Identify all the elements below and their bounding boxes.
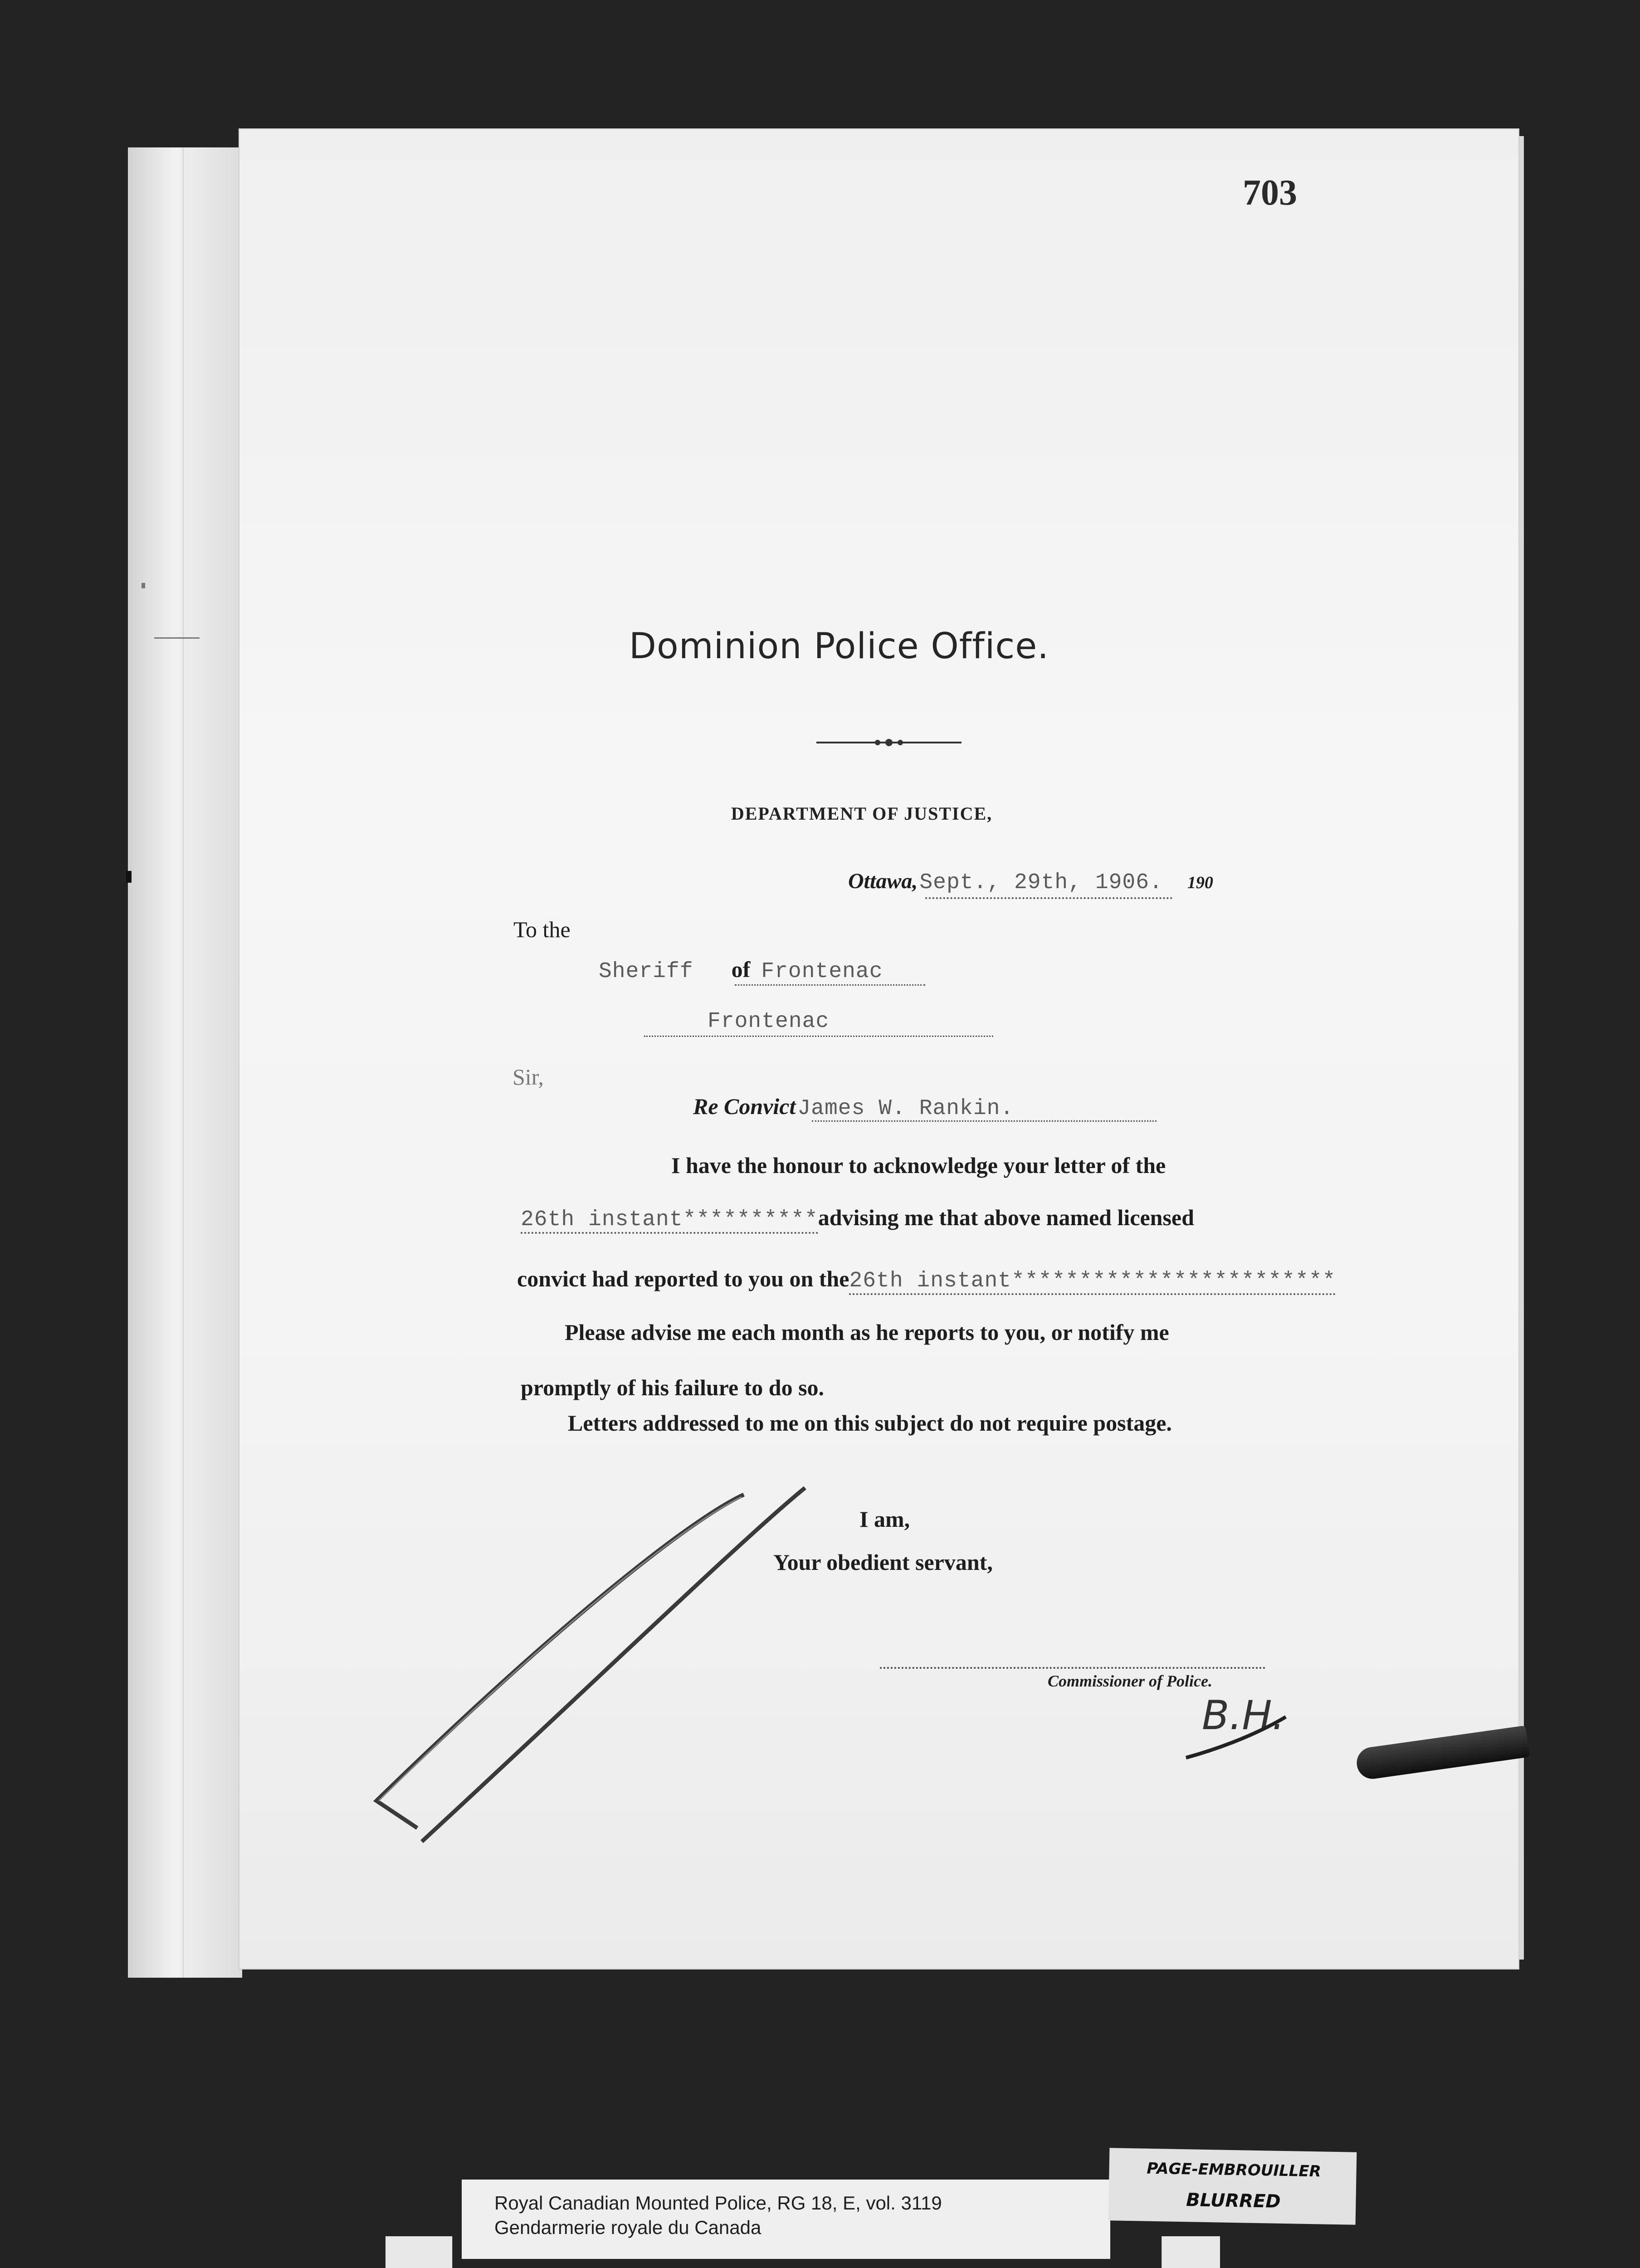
back-page-edge (128, 147, 242, 1978)
cancellation-stroke (372, 1483, 816, 1846)
recipient-title: Sheriff (599, 959, 693, 984)
note-line-2: BLURRED (1186, 2190, 1281, 2212)
dateline-year-prefix: 190 (1187, 873, 1213, 892)
body-line-6: Letters addressed to me on this subject do not require postage. (568, 1410, 1172, 1436)
closing-line-1: I am, (859, 1506, 910, 1532)
body-line-3-text: convict had reported to you on the (517, 1266, 849, 1291)
body-line-3 (517, 1266, 1336, 1293)
body-line-2 (521, 1204, 1194, 1232)
dateline-place: Ottawa, (848, 869, 918, 893)
to-the-label: To the (513, 917, 571, 942)
signature-title: Commissioner of Police. (1048, 1672, 1212, 1690)
recipient-place-rule (644, 1036, 993, 1037)
body-line-1: I have the honour to acknowledge your letter of the (671, 1153, 1166, 1178)
typed-date-1: 26th instant********** (521, 1207, 818, 1234)
typed-date-2: 26th instant************************ (849, 1269, 1336, 1295)
department-heading: DEPARTMENT OF JUSTICE, (731, 803, 993, 824)
recipient-place-text: Frontenac (708, 1009, 830, 1034)
citation-line-1: Royal Canadian Mounted Police, RG 18, E, vol. 3119 (494, 2192, 942, 2214)
recipient-county: Frontenac (761, 959, 883, 984)
back-page-crease (182, 147, 184, 1978)
recipient-line (599, 956, 883, 984)
recipient-place (708, 1009, 829, 1034)
signature-line (880, 1667, 1265, 1669)
page-number: 703 (1243, 173, 1297, 213)
margin-mark (142, 583, 145, 588)
note-tag-text (1120, 2153, 1347, 2219)
recipient-of: of (731, 957, 751, 982)
ornament-rule (816, 738, 962, 747)
body-line-2-text: advising me that above named licensed (818, 1205, 1194, 1230)
note-line-1: PAGE-EMBROUILLER (1147, 2159, 1322, 2181)
body-line-5: promptly of his failure to do so. (521, 1375, 825, 1400)
closing-line-2: Your obedient servant, (773, 1549, 993, 1575)
letterhead-title: Dominion Police Office. (629, 626, 1049, 667)
signature-flourish (1184, 1696, 1293, 1765)
citation-label (494, 2191, 1084, 2240)
recipient-rule (735, 984, 925, 986)
body-line-4: Please advise me each month as he reports to you, or notify me (565, 1320, 1169, 1345)
dateline (848, 869, 1213, 895)
dateline-rule (925, 897, 1172, 899)
dateline-date: Sept., 29th, 1906. (919, 870, 1163, 895)
citation-line-2: Gendarmerie royale du Canada (494, 2217, 761, 2238)
regarding-rule (812, 1120, 1157, 1122)
salutation: Sir, (512, 1064, 544, 1090)
regarding-line (693, 1093, 1014, 1121)
regarding-label: Re Convict (693, 1094, 796, 1119)
signature-initials: B.H. (1202, 1692, 1285, 1739)
regarding-name: James W. Rankin. (797, 1096, 1014, 1121)
margin-mark (154, 637, 200, 639)
margin-mark (126, 871, 132, 883)
